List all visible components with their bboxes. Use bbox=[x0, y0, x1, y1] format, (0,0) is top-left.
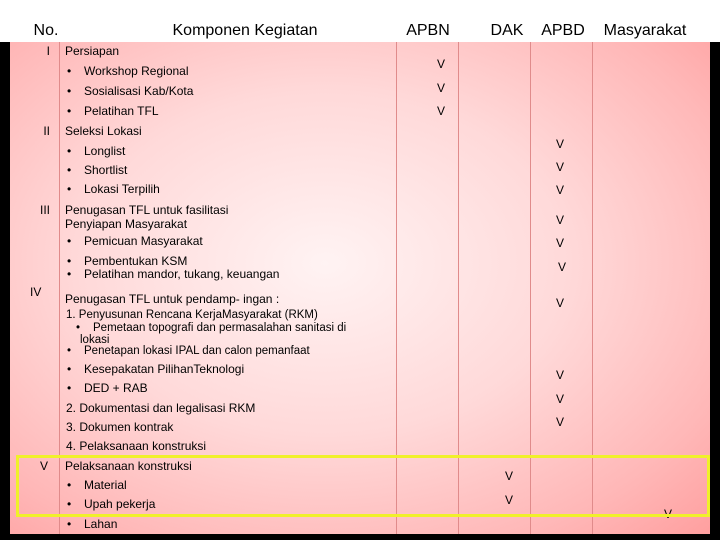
list-item: • Longlist bbox=[84, 144, 125, 158]
list-item: 2. Dokumentasi dan legalisasi RKM bbox=[66, 401, 256, 415]
check-mark: V bbox=[555, 213, 564, 227]
list-item: • Pelatihan mandor, tukang, keuangan bbox=[84, 267, 279, 281]
row-subtitle: Penyiapan Masyarakat bbox=[65, 217, 188, 231]
list-item: • Workshop Regional bbox=[84, 64, 189, 78]
row-number: III bbox=[39, 203, 50, 217]
list-item: • Pelatihan TFL bbox=[84, 104, 159, 118]
list-item: • Penetapan lokasi IPAL dan calon pemanfaat bbox=[84, 344, 310, 358]
header-dak: DAK bbox=[490, 22, 524, 39]
row-number: IV bbox=[30, 285, 42, 299]
row-title: Persiapan bbox=[65, 44, 120, 58]
list-item: • Pemetaan topografi dan permasalahan sanitasi di bbox=[93, 321, 346, 335]
row-title: Penugasan TFL untuk pendamp- ingan : bbox=[65, 292, 280, 306]
list-item: 1. Penyusunan Rencana KerjaMasyarakat (RKM) bbox=[66, 309, 318, 321]
list-item: • Upah pekerja bbox=[84, 497, 155, 511]
row-number: V bbox=[40, 459, 49, 473]
header-masyarakat: Masyarakat bbox=[603, 22, 687, 39]
check-mark: V bbox=[436, 57, 445, 71]
check-mark: V bbox=[555, 183, 564, 197]
list-item: • Lokasi Terpilih bbox=[84, 182, 160, 196]
row-title: Seleksi Lokasi bbox=[65, 124, 142, 138]
list-item: • Kesepakatan PilihanTeknologi bbox=[84, 362, 244, 376]
row-title: Pelaksanaan konstruksi bbox=[65, 459, 192, 473]
check-mark: V bbox=[555, 160, 564, 174]
list-item: • Shortlist bbox=[84, 163, 127, 177]
check-mark: V bbox=[504, 469, 513, 483]
check-mark: V bbox=[436, 104, 445, 118]
list-item: • DED + RAB bbox=[84, 381, 148, 395]
list-item: • Material bbox=[84, 478, 127, 492]
row-title: Penugasan TFL untuk fasilitasi bbox=[65, 203, 229, 217]
check-mark: V bbox=[436, 81, 445, 95]
list-item: • Sosialisasi Kab/Kota bbox=[84, 84, 193, 98]
check-mark: V bbox=[555, 415, 564, 429]
header-apbd: APBD bbox=[541, 22, 585, 39]
row-number: I bbox=[46, 44, 50, 58]
row-number: II bbox=[43, 124, 50, 138]
check-mark: V bbox=[555, 368, 564, 382]
table-header bbox=[0, 0, 720, 42]
header-no: No. bbox=[33, 22, 59, 39]
list-item: • Lahan bbox=[84, 517, 117, 531]
check-mark: V bbox=[555, 296, 564, 310]
highlight-box bbox=[16, 455, 710, 517]
list-item: • Pembentukan KSM bbox=[84, 254, 187, 268]
check-mark: V bbox=[555, 392, 564, 406]
list-item: • Pemicuan Masyarakat bbox=[84, 234, 203, 248]
check-mark: V bbox=[555, 137, 564, 151]
check-mark: V bbox=[504, 493, 513, 507]
list-item: 3. Dokumen kontrak bbox=[66, 420, 174, 434]
list-item: lokasi bbox=[80, 334, 110, 346]
check-mark: V bbox=[663, 507, 672, 521]
check-mark: V bbox=[555, 236, 564, 250]
header-apbn: APBN bbox=[406, 22, 450, 39]
list-item: 4. Pelaksanaan konstruksi bbox=[66, 439, 207, 453]
check-mark: V bbox=[557, 260, 566, 274]
header-komponen: Komponen Kegiatan bbox=[172, 22, 318, 39]
